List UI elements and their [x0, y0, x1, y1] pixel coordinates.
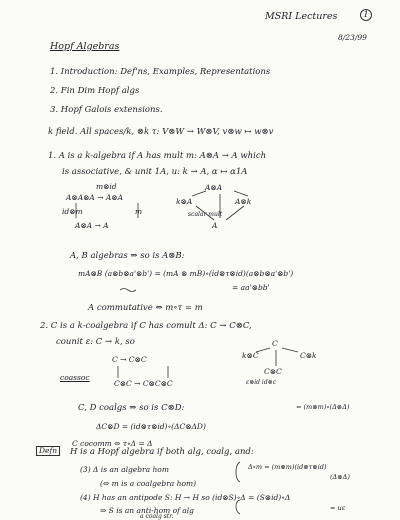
algebra-def-line-1: 1. A is a k-algebra if A has mult m: A⊗A → A which	[48, 151, 267, 161]
unit-diagram-right: A⊗k	[235, 197, 252, 206]
hopf-cond-3-right-a: Δ∘m = (m⊗m)(id⊗τ⊗id)	[248, 463, 327, 471]
page-number: 1	[360, 9, 372, 21]
cocommutative-line: C cocomm ⇔ τ∘Δ = Δ	[72, 439, 153, 448]
unit-arrow-left	[192, 191, 206, 196]
outline-item-1: 1. Introduction: Def'ns, Examples, Representations	[50, 67, 271, 77]
fields-line: k field. All spaces/k, ⊗k τ: V⊗W → W⊗V, v⊗w ↦ w⊗v	[48, 127, 274, 137]
outline-item-3: 3. Hopf Galois extensions.	[50, 105, 163, 115]
hopf-cond-4b: ⇒ S is an anti-hom of alg	[100, 506, 194, 515]
tensor-alg-line-3: = aa'⊗bb'	[232, 283, 270, 292]
unit-arrow-right	[234, 191, 248, 196]
coassoc-diagram-top: C → C⊗C	[112, 355, 147, 364]
counit-diagram-labels: ε⊗id id⊗ε	[246, 379, 276, 386]
unit-arrow-down-left	[196, 206, 214, 220]
definition-brace-3	[236, 462, 240, 482]
hopf-cond-3-right-b: (Δ⊗Δ)	[330, 473, 350, 481]
coalgebra-def-line-2: counit ε: C → k, so	[56, 337, 135, 347]
counit-diagram-right: C⊗k	[300, 351, 317, 360]
hopf-cond-3a: (3) Δ is an algebra hom	[80, 465, 169, 474]
tensor-alg-line-1: A, B algebras ⇒ so is A⊗B:	[70, 251, 185, 261]
counit-arrow-left	[256, 348, 270, 352]
coassoc-label: coassoc	[60, 373, 90, 382]
unit-diagram-bottom: A	[212, 221, 218, 230]
unit-diagram-note: scalar mult	[188, 211, 223, 218]
counit-arrow-right	[282, 348, 298, 352]
assoc-diagram-label: m⊗id	[96, 182, 117, 191]
algebra-def-line-2: is associative, & unit 1A, u: k → A, α ↦ α1A	[62, 167, 248, 177]
coalg-tensor-line-1: C, D coalgs ⇒ so is C⊗D:	[78, 403, 185, 413]
unit-diagram-top: A⊗A	[205, 183, 223, 192]
coalgebra-def-line-1: 2. C is a k-coalgebra if C has comult Δ: C → C⊗C,	[40, 321, 252, 331]
counit-diagram-left: k⊗C	[242, 351, 259, 360]
section-title: Hopf Algebras	[50, 41, 120, 52]
hopf-cond-4c: a coalg str.	[140, 513, 174, 520]
hopf-def-line-1: H is a Hopf algebra if both alg, coalg, and:	[70, 447, 254, 457]
squiggle-mark	[120, 289, 136, 292]
margin-note: = (m⊗m)∘(Δ⊗Δ)	[296, 403, 350, 411]
assoc-diagram-right: m	[135, 207, 143, 216]
definition-label: Defn	[36, 446, 60, 456]
coalg-tensor-line-2: ΔC⊗D = (id⊗τ⊗id)∘(ΔC⊗ΔD)	[96, 422, 206, 431]
hopf-cond-4a: (4) H has an antipode S: H → H so (id⊗S)∘Δ = (S⊗id)∘Δ	[80, 493, 291, 502]
assoc-diagram-top: A⊗A⊗A → A⊗A	[66, 193, 123, 202]
hopf-cond-4-right: = uε	[330, 504, 346, 512]
counit-diagram-bottom: C⊗C	[264, 367, 282, 376]
definition-brace-4	[236, 500, 240, 514]
unit-diagram-left: k⊗A	[176, 197, 193, 206]
hopf-cond-3b: (⇔ m is a coalgebra hom)	[100, 479, 197, 488]
page-header-title: MSRI Lectures	[265, 11, 338, 22]
unit-arrow-down-right	[226, 206, 244, 220]
commutative-line: A commutative ⇔ m∘τ = m	[88, 303, 203, 313]
tensor-alg-line-2: mA⊗B (a⊗b⊗a'⊗b') = (mA ⊗ mB)∘(id⊗τ⊗id)(a⊗b⊗a'⊗b')	[78, 269, 294, 278]
outline-item-2: 2. Fin Dim Hopf algs	[50, 86, 140, 96]
coassoc-diagram-bottom: C⊗C → C⊗C⊗C	[114, 379, 173, 388]
assoc-diagram-left: id⊗m	[62, 207, 83, 216]
counit-diagram-top: C	[272, 339, 278, 348]
page-date: 8/23/99	[338, 33, 367, 42]
assoc-diagram-bottom: A⊗A → A	[75, 221, 109, 230]
